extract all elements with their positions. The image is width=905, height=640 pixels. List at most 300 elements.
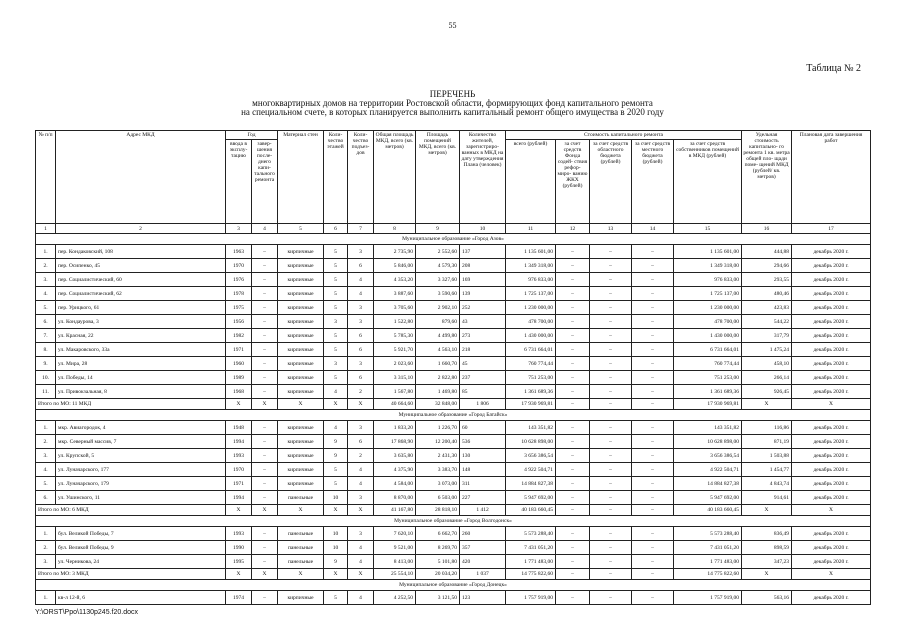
table-cell: 1978 [226, 287, 252, 301]
table-cell: 760 774,44 [674, 357, 742, 371]
table-cell: пер. Кондаковский, 108 [56, 245, 226, 259]
table-cell: 218 [460, 343, 506, 357]
table-cell: – [632, 343, 674, 357]
table-cell: 5 947 692,00 [674, 491, 742, 505]
table-cell: 1970 [226, 463, 252, 477]
total-cell: – [590, 399, 632, 410]
table-cell: – [252, 491, 278, 505]
table-cell: – [590, 555, 632, 569]
table-cell: 148 [460, 463, 506, 477]
table-cell: 1956 [226, 315, 252, 329]
table-cell: 478 700,00 [506, 315, 556, 329]
table-cell: декабрь 2020 г. [792, 343, 871, 357]
table-cell: 420 [460, 555, 506, 569]
total-cell: 14 775 822,60 [506, 569, 556, 580]
table-row [36, 259, 871, 273]
table-cell: 6 [348, 259, 374, 273]
table-cell: 4 [324, 385, 348, 399]
title-line-2: многоквартирных домов на территории Ростовской области, формирующих фонд капитального ремонта [252, 98, 653, 108]
title-line-1: ПЕРЕЧЕНЬ [429, 89, 476, 99]
table-cell: – [632, 591, 674, 605]
table-cell: 4 499,80 [416, 329, 460, 343]
table-row [36, 435, 871, 449]
table-cell: – [252, 273, 278, 287]
table-cell: – [556, 435, 590, 449]
table-cell: 4 584,00 [374, 477, 416, 491]
table-cell: 9 [324, 555, 348, 569]
header-planned-date: Плановая дата завершения работ [792, 131, 871, 224]
table-cell: – [632, 477, 674, 491]
table-cell: 1974 [226, 591, 252, 605]
total-cell: – [632, 399, 674, 410]
column-number: 4 [252, 224, 278, 234]
table-cell: кирпичные [278, 287, 324, 301]
table-cell: 3 [324, 357, 348, 371]
table-cell: 5 [324, 329, 348, 343]
table-cell: 169 [460, 273, 506, 287]
table-cell: декабрь 2020 г. [792, 591, 871, 605]
table-cell: 5 [324, 477, 348, 491]
table-cell: 898,59 [742, 541, 792, 555]
table-cell: пер. Урицкого, 61 [56, 301, 226, 315]
total-cell: – [632, 569, 674, 580]
table-body [36, 224, 871, 605]
table-cell: 1 361 689,36 [674, 385, 742, 399]
table-cell: 3 121,50 [416, 591, 460, 605]
table-row [36, 287, 871, 301]
table-cell: кирпичные [278, 449, 324, 463]
table-cell: 1975 [226, 301, 252, 315]
table-cell: – [590, 273, 632, 287]
table-cell: – [252, 591, 278, 605]
table-cell: – [632, 527, 674, 541]
table-cell: пер. Социалистический, 60 [56, 273, 226, 287]
total-cell: X [324, 399, 348, 410]
header-cost-total: всего (рублей) [506, 140, 556, 224]
table-cell: 1971 [226, 477, 252, 491]
header-cost-local: за счет средств местного бюджета (рублей) [632, 140, 674, 224]
table-cell: – [632, 259, 674, 273]
table-cell: 1948 [226, 421, 252, 435]
table-cell: – [590, 329, 632, 343]
table-cell: – [252, 477, 278, 491]
table-cell: 1 454,77 [742, 463, 792, 477]
table-cell: 3 [348, 357, 374, 371]
table-cell: – [590, 371, 632, 385]
table-cell: ул. Черникова, 24 [56, 555, 226, 569]
municipality-name: Муниципальное образование «Город Азов» [36, 234, 871, 245]
total-cell: X [742, 505, 792, 516]
table-cell: 4 563,10 [416, 343, 460, 357]
table-cell: 4 [348, 273, 374, 287]
total-cell: – [590, 505, 632, 516]
table-cell: – [252, 555, 278, 569]
table-cell: бул. Великой Победы, 7 [56, 527, 226, 541]
table-cell: 3 887,60 [374, 287, 416, 301]
table-cell: 4 579,30 [416, 259, 460, 273]
table-cell: 751 253,00 [506, 371, 556, 385]
table-cell: 9 [324, 449, 348, 463]
table-cell: – [556, 527, 590, 541]
table-cell: – [252, 343, 278, 357]
table-cell: – [590, 357, 632, 371]
document-title [0, 90, 905, 117]
column-number: 17 [792, 224, 871, 234]
table-cell: 3 [348, 527, 374, 541]
table-cell: 14 884 827,38 [506, 477, 556, 491]
table-cell: декабрь 2020 г. [792, 245, 871, 259]
total-cell: – [556, 505, 590, 516]
column-number: 5 [278, 224, 324, 234]
table-cell: 879,60 [416, 315, 460, 329]
table-cell: 8 413,00 [374, 555, 416, 569]
header-year-last-repair: завер- шения после- днего капи- тального ремонта [252, 140, 278, 224]
table-cell: 3 590,60 [416, 287, 460, 301]
table-cell: кирпичные [278, 591, 324, 605]
table-header [36, 131, 871, 224]
table-cell: 1 361 689,36 [506, 385, 556, 399]
column-number: 7 [348, 224, 374, 234]
header-material: Материал стен [278, 131, 324, 224]
table-cell: 1993 [226, 527, 252, 541]
table-cell: кирпичные [278, 477, 324, 491]
table-cell: 6. [36, 491, 56, 505]
table-cell: 6 503,00 [416, 491, 460, 505]
table-cell: 4 [348, 477, 374, 491]
table-cell: 544,22 [742, 315, 792, 329]
total-cell: X [742, 399, 792, 410]
table-cell: – [590, 245, 632, 259]
table-cell: – [556, 385, 590, 399]
table-cell: – [632, 301, 674, 315]
table-cell: – [252, 301, 278, 315]
table-cell: 123 [460, 591, 506, 605]
table-cell: 5 [324, 463, 348, 477]
table-cell: 1968 [226, 385, 252, 399]
total-cell: X [226, 399, 252, 410]
table-cell: 3 383,70 [416, 463, 460, 477]
table-cell: 4 843,74 [742, 477, 792, 491]
table-cell: – [252, 463, 278, 477]
table-cell: – [252, 245, 278, 259]
table-cell: – [556, 301, 590, 315]
table-cell: декабрь 2020 г. [792, 357, 871, 371]
table-cell: декабрь 2020 г. [792, 421, 871, 435]
table-cell: ул. Победы, 14 [56, 371, 226, 385]
header-entrances: Коли- чество подъез- дов [348, 131, 374, 224]
municipality-row [36, 234, 871, 245]
table-cell: 3. [36, 555, 56, 569]
table-cell: 7 620,10 [374, 527, 416, 541]
table-row [36, 385, 871, 399]
column-number: 13 [590, 224, 632, 234]
column-number: 1 [36, 224, 56, 234]
table-cell: – [252, 259, 278, 273]
table-cell: 3 315,10 [374, 371, 416, 385]
table-cell: 45 [460, 357, 506, 371]
table-cell: 5 [324, 273, 348, 287]
table-cell: – [632, 357, 674, 371]
table-cell: пер. Социалистический, 62 [56, 287, 226, 301]
total-cell: Итого по МО: 6 МКД [36, 505, 226, 516]
table-cell: кирпичные [278, 315, 324, 329]
table-cell: 6. [36, 315, 56, 329]
table-cell: 4 [348, 555, 374, 569]
table-cell: 6 731 664,01 [506, 343, 556, 357]
table-cell: 7. [36, 329, 56, 343]
table-cell: кирпичные [278, 343, 324, 357]
table-row [36, 491, 871, 505]
table-cell: 3 656 386,54 [506, 449, 556, 463]
table-row [36, 343, 871, 357]
total-cell: X [324, 569, 348, 580]
table-cell: 1 725 137,00 [674, 287, 742, 301]
table-cell: 536 [460, 435, 506, 449]
table-cell: – [632, 421, 674, 435]
table-cell: 5 921,70 [374, 343, 416, 357]
table-cell: 294,66 [742, 259, 792, 273]
table-cell: ул. Луначарского, 179 [56, 477, 226, 491]
total-cell: Итого по МО: 3 МКД [36, 569, 226, 580]
table-cell: 2 [348, 385, 374, 399]
table-cell: 5 [324, 343, 348, 357]
table-cell: – [556, 259, 590, 273]
table-cell: 1 660,70 [416, 357, 460, 371]
table-cell: 8. [36, 343, 56, 357]
table-cell: – [252, 357, 278, 371]
total-cell: Итого по МО: 11 МКД [36, 399, 226, 410]
total-cell: X [252, 399, 278, 410]
table-cell: кирпичные [278, 385, 324, 399]
table-cell: – [632, 463, 674, 477]
table-cell: 6 [348, 329, 374, 343]
table-cell: 266,14 [742, 371, 792, 385]
total-cell: X [252, 505, 278, 516]
table-cell: 1994 [226, 491, 252, 505]
total-cell: 1 037 [460, 569, 506, 580]
table-cell: 2 [348, 449, 374, 463]
table-cell: 5 947 692,00 [506, 491, 556, 505]
column-number: 8 [374, 224, 416, 234]
column-number: 9 [416, 224, 460, 234]
table-cell: 10 628 898,00 [674, 435, 742, 449]
total-cell: X [792, 569, 871, 580]
table-cell: кирпичные [278, 463, 324, 477]
table-cell: ул. Привокзальная, 8 [56, 385, 226, 399]
table-cell: 4 [348, 591, 374, 605]
table-cell: 6 [348, 343, 374, 357]
table-row [36, 463, 871, 477]
table-cell: 139 [460, 287, 506, 301]
table-cell: – [632, 541, 674, 555]
total-cell: 1 412 [460, 505, 506, 516]
column-number: 15 [674, 224, 742, 234]
table-cell: – [556, 541, 590, 555]
table-cell: 5 101,80 [416, 555, 460, 569]
table-cell: кирпичные [278, 273, 324, 287]
total-cell: 20 034,20 [416, 569, 460, 580]
table-cell: кирпичные [278, 357, 324, 371]
table-row [36, 591, 871, 605]
table-cell: – [252, 435, 278, 449]
header-year: Год [226, 131, 278, 140]
table-cell: панельные [278, 541, 324, 555]
total-cell: X [348, 399, 374, 410]
header-cost: Стоимость капитального ремонта [506, 131, 742, 140]
table-cell: 208 [460, 259, 506, 273]
table-cell: – [590, 527, 632, 541]
table-cell: декабрь 2020 г. [792, 449, 871, 463]
table-cell: ул. Ушинского, 11 [56, 491, 226, 505]
table-cell: 1994 [226, 435, 252, 449]
table-cell: 10 [324, 541, 348, 555]
table-cell: ул. Макаровского, 33а [56, 343, 226, 357]
table-cell: – [632, 315, 674, 329]
table-cell: 2 735,90 [374, 245, 416, 259]
municipality-name: Муниципальное образование «Город Батайск» [36, 410, 871, 421]
table-row [36, 477, 871, 491]
table-cell: 137 [460, 245, 506, 259]
municipality-row [36, 516, 871, 527]
table-cell: 1. [36, 527, 56, 541]
total-cell: 25 554,10 [374, 569, 416, 580]
table-cell: 227 [460, 491, 506, 505]
table-cell: 1 725 137,00 [506, 287, 556, 301]
table-cell: 3. [36, 273, 56, 287]
table-cell: мкр. Авиагородок, 4 [56, 421, 226, 435]
table-cell: 6 731 664,01 [674, 343, 742, 357]
table-cell: декабрь 2020 г. [792, 329, 871, 343]
table-cell: 5 [324, 371, 348, 385]
table-cell: – [632, 371, 674, 385]
table-cell: 8 870,00 [374, 491, 416, 505]
page-number: 55 [448, 21, 457, 30]
column-number: 10 [460, 224, 506, 234]
table-cell: пер. Осипенко, 45 [56, 259, 226, 273]
table-cell: 5 785,30 [374, 329, 416, 343]
table-cell: ул. Мира, 28 [56, 357, 226, 371]
table-row [36, 371, 871, 385]
table-cell: 3 635,80 [374, 449, 416, 463]
table-cell: 6 [348, 435, 374, 449]
header-floors: Коли- чество этажей [324, 131, 348, 224]
total-cell: X [792, 399, 871, 410]
table-cell: 4 252,50 [374, 591, 416, 605]
table-cell: – [252, 527, 278, 541]
table-cell: – [632, 385, 674, 399]
table-cell: – [632, 287, 674, 301]
table-cell: 1 226,70 [416, 421, 460, 435]
table-cell: 143 351,82 [506, 421, 556, 435]
header-cost-regional: за счет средств областного бюджета (рублей) [590, 140, 632, 224]
table-cell: декабрь 2020 г. [792, 435, 871, 449]
table-cell: 116,86 [742, 421, 792, 435]
total-cell: X [278, 505, 324, 516]
total-cell: X [348, 569, 374, 580]
table-cell: 1. [36, 591, 56, 605]
table-cell: – [632, 555, 674, 569]
table-cell: – [590, 343, 632, 357]
table-cell: кирпичные [278, 435, 324, 449]
municipality-name: Муниципальное образование «Город Донецк» [36, 580, 871, 591]
municipality-row [36, 580, 871, 591]
table-cell: 1 475,24 [742, 343, 792, 357]
table-cell: – [632, 449, 674, 463]
total-cell: X [324, 505, 348, 516]
table-cell: – [556, 449, 590, 463]
table-cell: 252 [460, 301, 506, 315]
table-cell: 5 573 288,40 [506, 527, 556, 541]
municipality-name: Муниципальное образование «Город Волгодонск» [36, 516, 871, 527]
table-row [36, 527, 871, 541]
table-cell: 926,45 [742, 385, 792, 399]
table-cell: 260 [460, 527, 506, 541]
table-row [36, 329, 871, 343]
table-cell: 85 [460, 385, 506, 399]
table-cell: декабрь 2020 г. [792, 315, 871, 329]
table-cell: 1 771 483,00 [674, 555, 742, 569]
table-cell: – [590, 463, 632, 477]
total-cell: 28 818,10 [416, 505, 460, 516]
table-cell: 480,46 [742, 287, 792, 301]
table-cell: 3 327,60 [416, 273, 460, 287]
table-cell: 871,19 [742, 435, 792, 449]
total-cell: X [226, 569, 252, 580]
table-cell: 3 073,00 [416, 477, 460, 491]
table-cell: – [556, 491, 590, 505]
table-cell: 3 656 386,54 [674, 449, 742, 463]
table-cell: ул. Кондаурова, 3 [56, 315, 226, 329]
total-cell: 1 806 [460, 399, 506, 410]
table-cell: – [556, 477, 590, 491]
table-row [36, 541, 871, 555]
table-row [36, 357, 871, 371]
table-cell: 4. [36, 287, 56, 301]
total-row [36, 505, 871, 516]
table-cell: 357 [460, 541, 506, 555]
table-cell: – [252, 315, 278, 329]
header-cost-fund: за счет средств Фонда содей- ствия рефор- миро- ванию ЖКХ (рублей) [556, 140, 590, 224]
column-number: 16 [742, 224, 792, 234]
table-cell: 293,55 [742, 273, 792, 287]
table-cell: 1 349 318,00 [506, 259, 556, 273]
column-number: 14 [632, 224, 674, 234]
table-cell: – [556, 463, 590, 477]
table-cell: 11. [36, 385, 56, 399]
table-cell: 2. [36, 541, 56, 555]
file-path-footer: Y:\ORST\Ppo\1130p245.f20.docx [35, 609, 138, 616]
table-cell: – [590, 449, 632, 463]
table-cell: 3 [348, 315, 374, 329]
table-cell: – [590, 301, 632, 315]
table-cell: 3. [36, 449, 56, 463]
table-cell: 9 521,00 [374, 541, 416, 555]
table-cell: – [556, 421, 590, 435]
column-number: 12 [556, 224, 590, 234]
table-cell: 5. [36, 301, 56, 315]
table-cell: 143 351,82 [674, 421, 742, 435]
table-cell: 4 [348, 287, 374, 301]
table-row [36, 301, 871, 315]
table-row [36, 421, 871, 435]
table-cell: 1989 [226, 371, 252, 385]
table-cell: – [590, 315, 632, 329]
table-cell: 1 430 000,00 [506, 329, 556, 343]
municipality-row [36, 410, 871, 421]
total-cell: X [278, 399, 324, 410]
table-cell: 423,83 [742, 301, 792, 315]
table-cell: 1 349 318,00 [674, 259, 742, 273]
